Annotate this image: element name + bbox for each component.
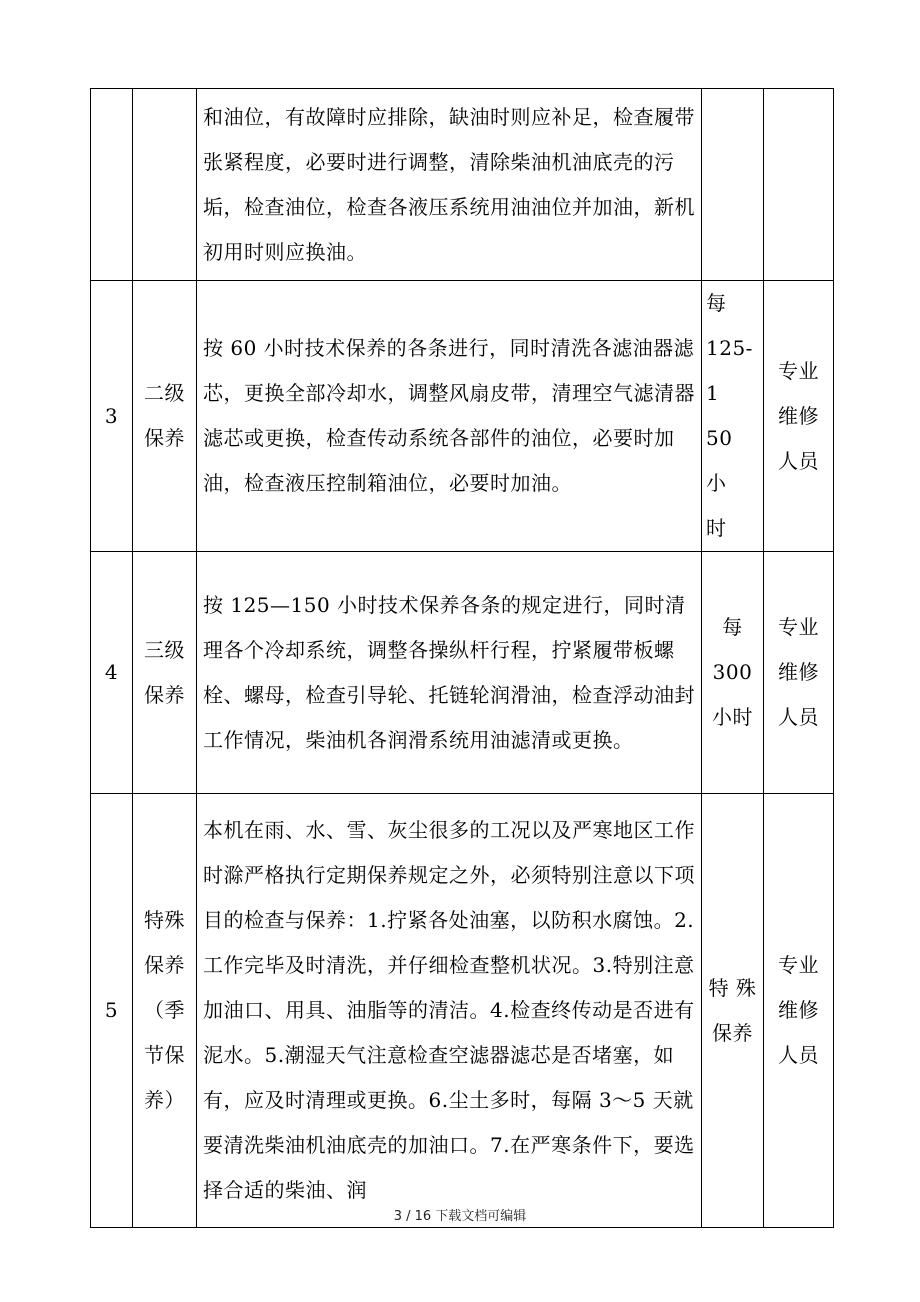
content-cell: 按 60 小时技术保养的各条进行，同时清洗各滤油器滤芯，更换全部冷却水，调整风扇皮带，清理空气滤清器滤芯或更换，检查传动系统各部件的油位，必要时加油，检查液压控制箱油位，必要时加油。 xyxy=(197,281,702,552)
page-footer: 3 / 16 下载文档可编辑 xyxy=(393,1209,527,1224)
cycle-line: 特 殊 xyxy=(708,975,757,1000)
row-number-cell: 5 xyxy=(91,794,133,1228)
staff-line: 专业 xyxy=(778,615,819,639)
cycle-cell xyxy=(702,89,764,281)
item-name-line: 三级 xyxy=(144,637,185,662)
staff-line: 专业 xyxy=(778,953,819,977)
item-name-line: （季 xyxy=(144,998,185,1022)
cycle-line: 每 xyxy=(722,615,743,639)
content-cell: 本机在雨、水、雪、灰尘很多的工况以及严寒地区工作时滁严格执行定期保养规定之外，必须特别注意以下项目的检查与保养：1.拧紧各处油塞，以防积水腐蚀。2.工作完毕及时清洗，并仔细检查整机状况。3.特别注意加油口、用具、油脂等的清洁。4.检查终传动是否进有泥水。5.潮湿天气注意检查空滤器滤芯是否堵塞，如有，应及时清理或更换。6.尘土多时，每隔 3～5 天就要清洗柴油机油底壳的加油口。7.在严寒条件下，要选择合适的柴油、润 xyxy=(197,794,702,1228)
cycle-cell xyxy=(702,281,764,552)
staff-line: 专业 xyxy=(778,358,819,383)
staff-cell xyxy=(764,794,834,1228)
item-name-cell xyxy=(133,89,197,281)
staff-cell xyxy=(764,281,834,552)
row-number-cell: 4 xyxy=(91,552,133,794)
staff-line: 维修 xyxy=(778,403,819,428)
maintenance-table xyxy=(90,88,834,1228)
item-name-line: 二级 xyxy=(144,381,185,405)
row-number-cell xyxy=(91,89,133,281)
cycle-line: 300 xyxy=(712,660,753,684)
cycle-line: 50 小 xyxy=(706,426,753,495)
row-number-cell: 3 xyxy=(91,281,133,552)
item-name-line: 节保 xyxy=(144,1043,185,1067)
staff-line: 人员 xyxy=(778,1043,819,1067)
staff-cell xyxy=(764,89,834,281)
cycle-line: 时 xyxy=(706,516,727,540)
cycle-line: 小时 xyxy=(712,705,753,729)
item-name-line: 养） xyxy=(144,1088,185,1112)
cycle-cell xyxy=(702,794,764,1228)
staff-cell xyxy=(764,552,834,794)
cycle-line: 保养 xyxy=(712,1020,753,1045)
table-row xyxy=(91,89,834,281)
staff-line: 维修 xyxy=(778,660,819,684)
staff-line: 维修 xyxy=(778,998,819,1022)
staff-line: 人员 xyxy=(778,448,819,473)
table-row xyxy=(91,794,834,1228)
item-name-line: 特殊 xyxy=(144,908,185,932)
item-name-cell xyxy=(133,794,197,1228)
table-row xyxy=(91,552,834,794)
content-cell: 和油位，有故障时应排除，缺油时则应补足，检查履带张紧程度，必要时进行调整，清除柴油机油底壳的污垢，检查油位，检查各液压系统用油油位并加油，新机初用时则应换油。 xyxy=(197,89,702,281)
staff-line: 人员 xyxy=(778,705,819,729)
cycle-line: 每 xyxy=(706,291,727,315)
item-name-line: 保养 xyxy=(144,953,185,977)
table-row xyxy=(91,281,834,552)
cycle-cell xyxy=(702,552,764,794)
item-name-line: 保养 xyxy=(144,682,185,707)
content-cell: 按 125—150 小时技术保养各条的规定进行，同时清理各个冷却系统，调整各操纵杆行程，拧紧履带板螺栓、螺母，检查引导轮、托链轮润滑油，检查浮动油封工作情况，柴油机各润滑系统用油滤清或更换。 xyxy=(197,552,702,794)
cycle-line: 125-1 xyxy=(706,336,753,405)
item-name-cell xyxy=(133,552,197,794)
item-name-line: 保养 xyxy=(144,426,185,450)
item-name-cell xyxy=(133,281,197,552)
